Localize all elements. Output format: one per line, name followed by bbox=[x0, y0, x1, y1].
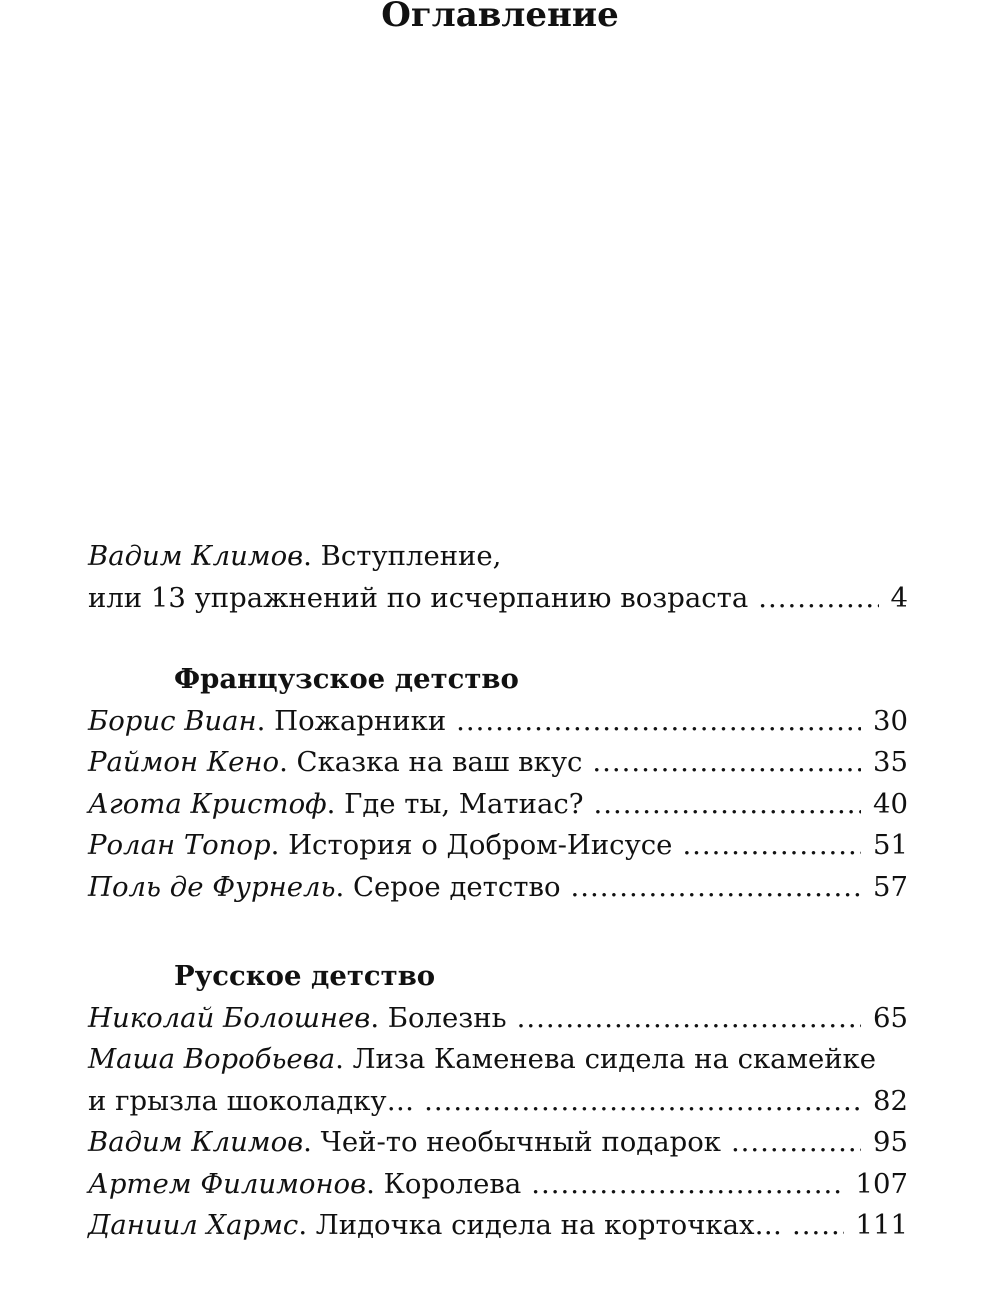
dot-leader bbox=[456, 701, 861, 743]
page-number: 30 bbox=[873, 704, 908, 737]
entry-author: Раймон Кено bbox=[88, 746, 280, 778]
entry-title: . Королева bbox=[366, 1167, 522, 1200]
toc-entry-intro-continuation[interactable] bbox=[88, 578, 908, 620]
toc-entry[interactable] bbox=[88, 998, 908, 1040]
page-number: 4 bbox=[890, 581, 908, 614]
page-number: 107 bbox=[855, 1167, 908, 1200]
entry-title: . Лидочка сидела на корточках… bbox=[298, 1209, 782, 1241]
entry-title: . Где ты, Матиас? bbox=[326, 787, 584, 820]
page-number: 65 bbox=[873, 1001, 908, 1034]
page-number: 57 bbox=[873, 870, 908, 903]
toc-entry-continuation[interactable] bbox=[88, 1081, 908, 1123]
entry-title: . Сказка на ваш вкус bbox=[279, 746, 583, 778]
entry-title: . Болезнь bbox=[370, 1001, 507, 1034]
entry-author: Даниил Хармс bbox=[88, 1209, 299, 1241]
section-title-russian: Русское детство bbox=[174, 960, 436, 992]
entry-author: Борис Виан bbox=[88, 704, 257, 737]
dot-leader bbox=[731, 1122, 861, 1164]
entry-title: . Серое детство bbox=[335, 870, 561, 903]
entry-title: . Чей-то необычный подарок bbox=[303, 1126, 721, 1158]
entry-author: Николай Болошнев bbox=[88, 1001, 371, 1034]
section-title-french: Французское детство bbox=[174, 663, 519, 695]
dot-leader bbox=[571, 867, 861, 909]
entry-title-continuation: и грызла шоколадку… bbox=[88, 1084, 415, 1117]
entry-title: . Лиза Каменева сидела на скамейке bbox=[335, 1043, 877, 1075]
entry-title: . История о Добром-Иисусе bbox=[270, 829, 673, 861]
entry-author: Поль де Фурнель bbox=[88, 870, 336, 903]
dot-leader bbox=[594, 784, 861, 826]
entry-author: Артем Филимонов bbox=[88, 1167, 367, 1200]
page-number: 111 bbox=[855, 1209, 908, 1241]
page-number: 95 bbox=[873, 1126, 908, 1158]
entry-author: Ролан Топор bbox=[88, 829, 271, 861]
toc-entry-intro[interactable] bbox=[88, 536, 908, 578]
toc-entry[interactable] bbox=[88, 1205, 908, 1247]
toc-entry[interactable] bbox=[88, 1122, 908, 1164]
toc-entry[interactable] bbox=[88, 867, 908, 909]
page-title: Оглавление bbox=[381, 0, 619, 35]
entry-title: . Пожарники bbox=[256, 704, 447, 737]
table-of-contents bbox=[88, 536, 908, 1247]
dot-leader bbox=[517, 998, 861, 1040]
page-number: 51 bbox=[873, 829, 908, 861]
dot-leader bbox=[682, 825, 861, 867]
dot-leader bbox=[531, 1164, 843, 1206]
dot-leader bbox=[792, 1205, 844, 1247]
entry-title: . Вступление, bbox=[303, 540, 502, 572]
dot-leader bbox=[758, 578, 878, 620]
page-number: 82 bbox=[873, 1084, 908, 1117]
entry-author: Агота Кристоф bbox=[88, 787, 327, 820]
entry-author: Вадим Климов bbox=[88, 1126, 304, 1158]
page-number: 35 bbox=[873, 746, 908, 778]
entry-author: Маша Воробьева bbox=[88, 1043, 336, 1075]
toc-entry[interactable] bbox=[88, 784, 908, 826]
toc-entry[interactable] bbox=[88, 1164, 908, 1206]
dot-leader bbox=[592, 742, 861, 784]
toc-entry[interactable] bbox=[88, 825, 908, 867]
entry-author: Вадим Климов bbox=[88, 540, 304, 572]
toc-entry[interactable] bbox=[88, 742, 908, 784]
entry-title-continuation: или 13 упражнений по исчерпанию возраста bbox=[88, 581, 749, 614]
toc-entry[interactable] bbox=[88, 1039, 908, 1081]
toc-entry[interactable] bbox=[88, 701, 908, 743]
page-number: 40 bbox=[873, 787, 908, 820]
dot-leader bbox=[424, 1081, 861, 1123]
